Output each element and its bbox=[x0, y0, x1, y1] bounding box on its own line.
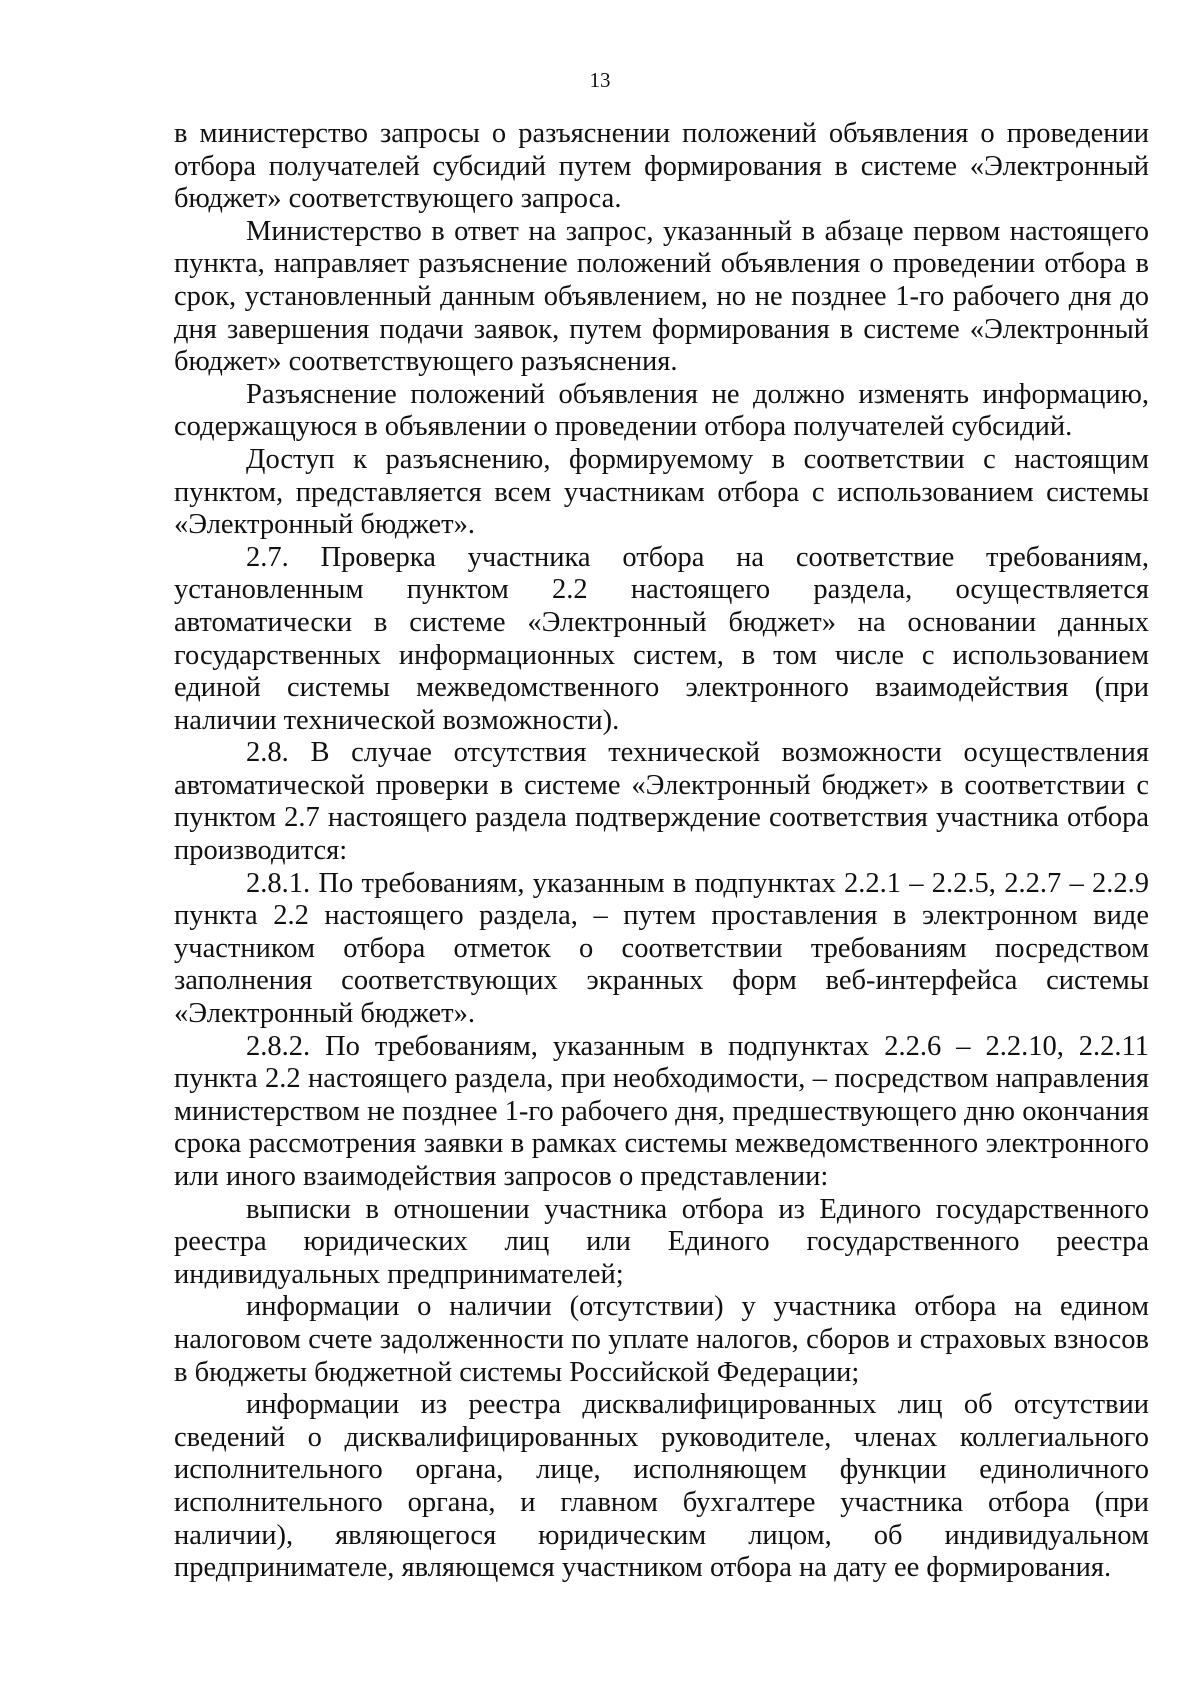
paragraph-clause-2-7: 2.7. Проверка участника отбора на соответствие требованиям, установленным пунктом 2.2 настоящего раздела, осуществляется автоматически в системе «Электронный бюджет» на основании данных государственных информационных систем, в том числе с использованием единой системы межведомственного электронного взаимодействия (при наличии технической возможности). bbox=[174, 541, 1149, 736]
paragraph-clause-2-8: 2.8. В случае отсутствия технической возможности осуществления автоматической проверки в системе «Электронный бюджет» в соответствии с пунктом 2.7 настоящего раздела подтверждение соответствия участника отбора производится: bbox=[174, 737, 1149, 867]
paragraph-request-continuation: в министерство запросы о разъяснении положений объявления о проведении отбора получателей субсидий путем формирования в системе «Электронный бюджет» соответствующего запроса. bbox=[174, 118, 1149, 215]
paragraph-ministry-response: Министерство в ответ на запрос, указанный в абзаце первом настоящего пункта, направляет разъяснение положений объявления о проведении отбора в срок, установленный данным объявлением, но не позднее 1-го рабочего дня до дня завершения подачи заявок, путем формирования в системе «Электронный бюджет» соответствующего разъяснения. bbox=[174, 215, 1149, 378]
paragraph-registry-extract: выписки в отношении участника отбора из Единого государственного реестра юридических лиц или Единого государственного реестра индивидуальных предпринимателей; bbox=[174, 1193, 1149, 1290]
paragraph-tax-debt-info: информации о наличии (отсутствии) у участника отбора на едином налоговом счете задолженности по уплате налогов, сборов и страховых взносов в бюджеты бюджетной системы Российской Федерации; bbox=[174, 1291, 1149, 1388]
paragraph-clarification-access: Доступ к разъяснению, формируемому в соответствии с настоящим пунктом, представляется всем участникам отбора с использованием системы «Электронный бюджет». bbox=[174, 443, 1149, 541]
paragraph-clarification-limits: Разъяснение положений объявления не должно изменять информацию, содержащуюся в объявлении о проведении отбора получателей субсидий. bbox=[174, 378, 1149, 443]
document-body bbox=[174, 118, 1149, 1585]
page-number: 13 bbox=[589, 68, 611, 92]
paragraph-disqualified-persons-info: информации из реестра дисквалифицированных лиц об отсутствии сведений о дисквалифицированных руководителе, членах коллегиального исполнительного органа, лице, исполняющем функции единоличного исполнительного органа, и главном бухгалтере участника отбора (при наличии), являющегося юридическим лицом, об индивидуальном предпринимателе, являющемся участником отбора на дату ее формирования. bbox=[174, 1389, 1149, 1584]
paragraph-clause-2-8-1: 2.8.1. По требованиям, указанным в подпунктах 2.2.1 – 2.2.5, 2.2.7 – 2.2.9 пункта 2.2 настоящего раздела, – путем проставления в электронном виде участником отбора отметок о соответствии требованиям посредством заполнения соответствующих экранных форм веб-интерфейса системы «Электронный бюджет». bbox=[174, 867, 1149, 1030]
paragraph-clause-2-8-2: 2.8.2. По требованиям, указанным в подпунктах 2.2.6 – 2.2.10, 2.2.11 пункта 2.2 настоящего раздела, при необходимости, – посредством направления министерством не позднее 1-го рабочего дня, предшествующего дню окончания срока рассмотрения заявки в рамках системы межведомственного электронного или иного взаимодействия запросов о представлении: bbox=[174, 1030, 1149, 1192]
